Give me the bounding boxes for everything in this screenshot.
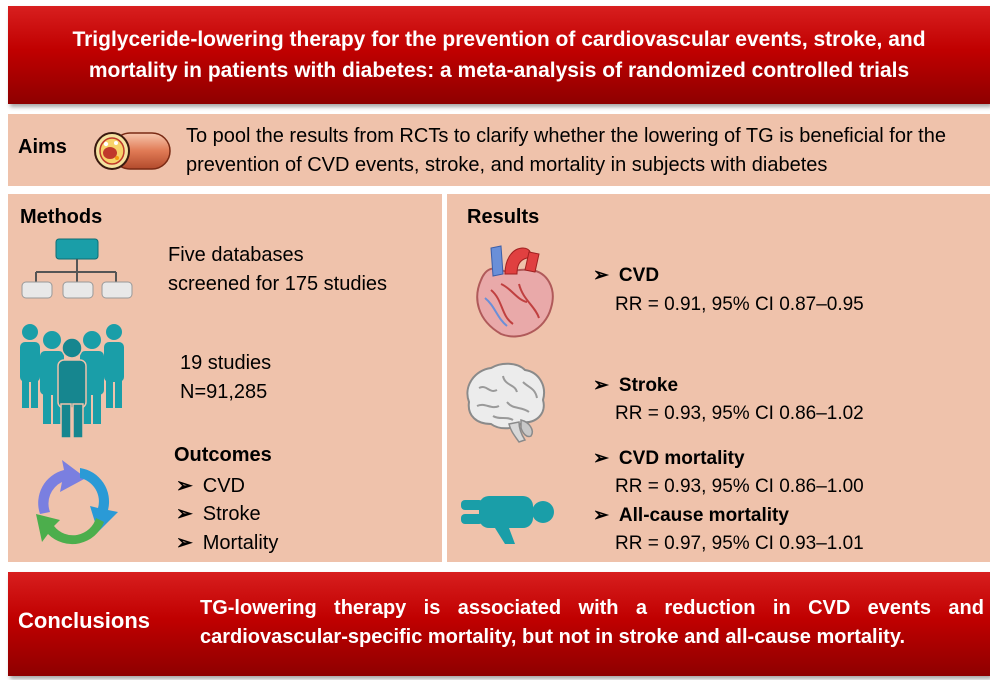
arrow-bullet-icon: ➢	[176, 503, 193, 525]
arrow-bullet-icon: ➢	[176, 475, 193, 497]
result-label-cvd-mortality: ➢ CVD mortality	[593, 448, 745, 469]
brain-icon	[459, 358, 549, 448]
aims-heading: Aims	[18, 136, 67, 158]
arrow-bullet-icon: ➢	[176, 532, 193, 554]
databases-line-2: screened for 175 studies	[168, 273, 388, 295]
result-value-all-cause-mortality: RR = 0.97, 95% CI 0.93–1.01	[615, 533, 864, 554]
result-label-all-cause-mortality: ➢ All-cause mortality	[593, 505, 789, 526]
methods-heading: Methods	[20, 206, 103, 228]
arrow-bullet-icon: ➢	[593, 505, 609, 526]
participants-count: N=91,285	[180, 381, 268, 403]
cycle-arrows-icon	[20, 456, 124, 548]
result-value-stroke: RR = 0.93, 95% CI 0.86–1.02	[615, 403, 864, 424]
heart-icon	[461, 240, 561, 340]
databases-line-1: Five databases	[168, 244, 304, 266]
aims-panel	[8, 114, 990, 186]
aims-text: To pool the results from RCTs to clarify whether the lowering of TG is beneficial for the prevention of CVD events, stroke, and mortality in subjects with diabetes	[186, 125, 946, 176]
outcomes-heading: Outcomes	[174, 444, 272, 466]
people-group-icon	[14, 320, 130, 440]
conclusions-heading: Conclusions	[18, 608, 151, 633]
title-line-1: Triglyceride-lowering therapy for the prevention of cardiovascular events, stroke, and	[72, 28, 926, 51]
result-value-cvd-mortality: RR = 0.93, 95% CI 0.86–1.00	[615, 476, 864, 497]
results-panel	[447, 194, 990, 562]
outcome-item-mortality: ➢ Mortality	[176, 532, 279, 554]
page-title	[19, 24, 979, 86]
outcome-item-stroke: ➢ Stroke	[176, 503, 261, 525]
arrow-bullet-icon: ➢	[593, 375, 609, 396]
outcome-item-cvd: ➢ CVD	[176, 475, 245, 497]
artery-cross-section-icon	[92, 130, 174, 172]
arrow-bullet-icon: ➢	[593, 265, 609, 286]
title-line-2: mortality in patients with diabetes: a meta-analysis of randomized controlled trials	[88, 59, 910, 82]
conclusions-banner	[8, 572, 990, 676]
studies-count: 19 studies	[180, 352, 272, 374]
arrow-bullet-icon: ➢	[593, 448, 609, 469]
hierarchy-icon	[16, 236, 134, 304]
title-banner	[8, 6, 990, 104]
conclusions-text: TG-lowering therapy is associated with a reduction in CVD events and cardiovascular-specific mortality, but not in stroke and all-cause mortality.	[200, 597, 984, 648]
results-heading: Results	[467, 206, 540, 228]
result-label-stroke: ➢ Stroke	[593, 375, 679, 396]
result-label-cvd: ➢ CVD	[593, 265, 660, 286]
result-value-cvd: RR = 0.91, 95% CI 0.87–0.95	[615, 294, 864, 315]
methods-panel	[8, 194, 442, 562]
lying-person-icon	[459, 486, 555, 548]
